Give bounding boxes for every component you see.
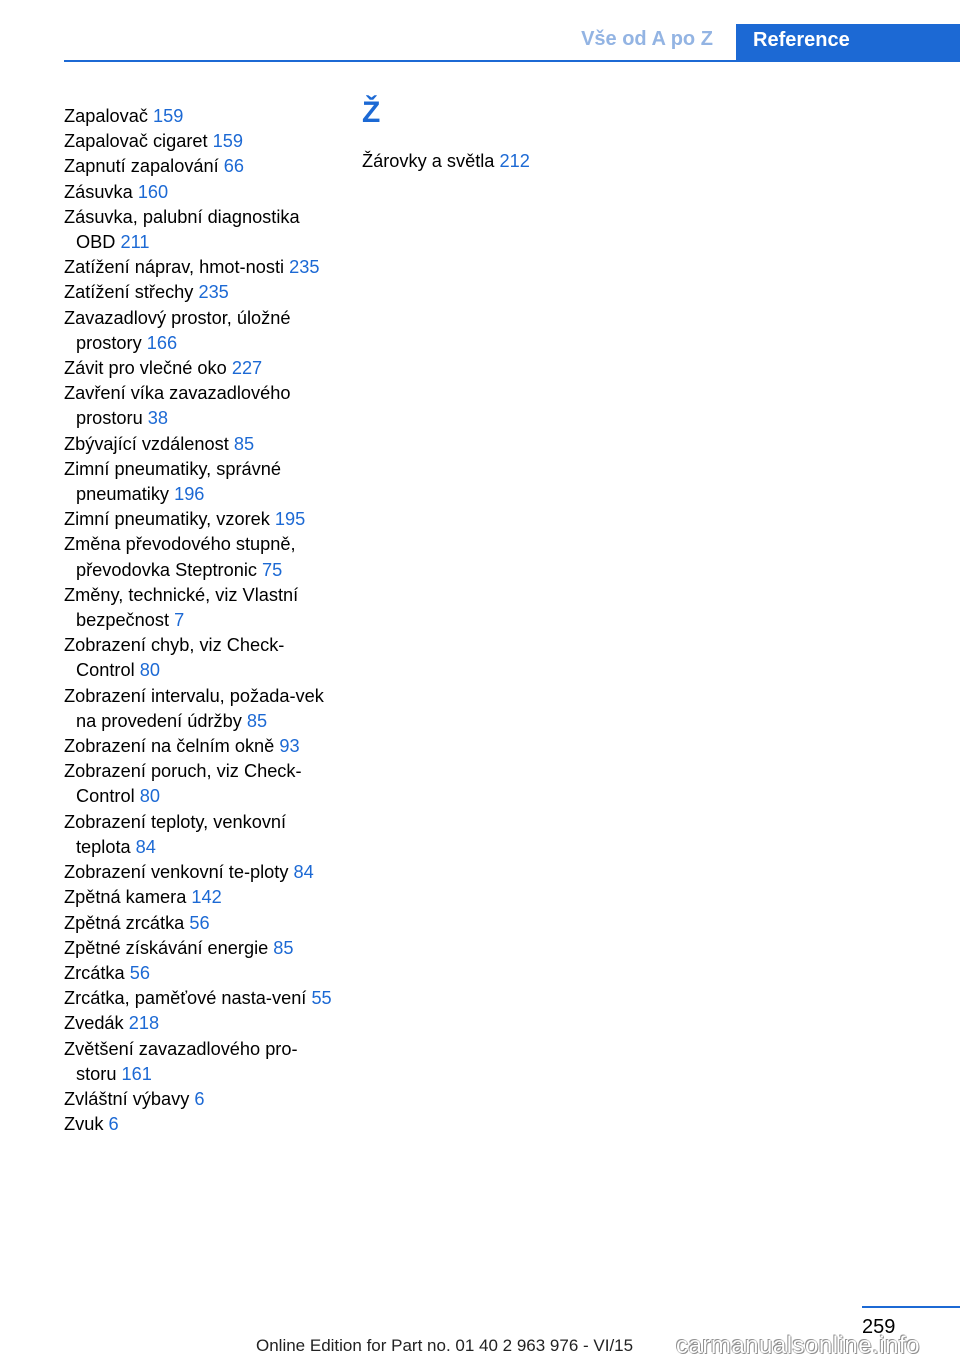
index-entry-term: Zapalovač [64,106,148,126]
index-entry-term: Zpětná zrcátka [64,912,185,933]
index-entry-term: Zobrazení teploty, venkovní teplota [64,811,287,857]
index-entry-term: Zobrazení intervalu, požada‐vek na provedení údržby [64,685,324,731]
index-entry-page-link[interactable]: 85 [246,710,268,731]
index-entry-page-link[interactable]: 55 [311,988,332,1009]
index-entry [64,306,336,356]
index-entry-page-link[interactable]: 38 [147,408,169,429]
index-entry [64,911,336,936]
index-entry-term: Zimní pneumatiky, vzorek [64,509,270,530]
index-entry [64,507,336,532]
index-entry [64,180,336,205]
index-entry [362,149,662,174]
index-entry-term: Zavření víka zavazadlového prostoru [64,383,291,429]
header-tab [736,24,960,62]
index-entry [64,129,336,154]
index-entry-page-link[interactable]: 75 [262,559,283,580]
index-entry-page-link[interactable]: 93 [279,736,300,757]
index-entry [64,684,336,734]
index-entry-term: Zobrazení poruch, viz Check-Control [64,761,302,807]
index-entry-page-link[interactable]: 66 [223,156,244,177]
index-entry [64,154,336,179]
index-entry-page-link[interactable]: 84 [293,862,314,883]
index-entry-page-link[interactable]: 218 [128,1013,160,1034]
index-entry-term: Zapalovač cigaret [64,131,208,152]
index-entry [64,1037,336,1087]
index-entry [64,1011,336,1036]
index-entry-term: Zatížení náprav, hmot‐nosti [64,257,285,278]
header-divider [64,60,960,62]
index-entry-page-link[interactable]: 80 [139,660,160,681]
index-letter-heading: Ž [362,96,381,129]
index-entry [64,381,336,431]
index-entry-term: Zvětšení zavazadlového pro‐storu [64,1038,298,1084]
index-entry [64,734,336,759]
index-entry-term: Zvedák [64,1013,124,1034]
index-entry-page-link[interactable]: 56 [129,962,150,983]
index-entry-page-link[interactable]: 6 [108,1114,119,1135]
index-entry-page-link[interactable]: 166 [146,332,178,353]
index-entry-page-link[interactable]: 84 [135,836,156,857]
edition-note: Online Edition for Part no. 01 40 2 963 976 - VI/15 [256,1336,634,1355]
index-entry-page-link[interactable]: 80 [139,786,160,807]
index-column-right [362,96,662,174]
index-entry-page-link[interactable]: 227 [231,358,263,379]
index-entry-term: Zobrazení chyb, viz Check-Control [64,635,285,681]
index-entry [64,205,336,255]
index-entry-page-link[interactable]: 142 [191,887,222,908]
header-tab-label: Reference [753,29,850,51]
index-column-left [64,104,336,1137]
index-entry-term: Změny, technické, viz Vlastní bezpečnost [64,584,299,631]
index-entry-term: Zpětné získávání energie [64,937,269,958]
index-entry-page-link[interactable]: 85 [233,433,255,454]
index-entry-term: Změna převodového stupně, převodovka Steptronic [64,534,296,580]
index-entry [64,255,336,280]
index-entry-page-link[interactable]: 6 [194,1088,205,1109]
index-entry-term: Zvuk [64,1114,104,1135]
header-section-title: Vše od A po Z [581,28,713,50]
index-entry [64,986,336,1011]
page-number: 259 [862,1316,896,1338]
index-entry-term: Zobrazení na čelním okně [64,736,275,757]
index-entry-page-link[interactable]: 235 [198,282,229,303]
index-entry [64,280,336,305]
index-entry-page-link[interactable]: 195 [274,509,306,530]
index-entry-term: Závit pro vlečné oko [64,358,227,379]
index-entry-page-link[interactable]: 7 [174,610,185,631]
index-entry [64,810,336,860]
index-entry-term: Zpětná kamera [64,887,187,908]
index-entry [64,1087,336,1112]
index-entry-term: Zbývající vzdálenost [64,433,229,454]
index-entry-term: Zrcátka, paměťové nasta‐vení [64,988,307,1009]
index-entry [64,633,336,683]
index-entry-term: Zavazadlový prostor, úložné prostory [64,307,291,353]
index-entry [64,457,336,507]
index-entry [64,432,336,457]
index-entry [64,532,336,582]
index-entry [64,759,336,809]
index-entry-term: Zimní pneumatiky, správné pneumatiky [64,458,281,505]
index-entry-term: Zatížení střechy [64,282,194,303]
index-entry-term: Zapnutí zapalování [64,156,219,177]
index-entry-term: Zvláštní výbavy [64,1088,190,1109]
watermark: carmanualsonline.info [676,1332,920,1359]
index-entry [64,936,336,961]
index-entry-page-link[interactable]: 196 [174,484,205,505]
index-entry-page-link[interactable]: 85 [273,937,294,958]
index-entry-term: Žárovky a světla [362,151,495,171]
index-entry [64,860,336,885]
index-entry-page-link[interactable]: 160 [137,181,169,202]
index-entry [64,104,336,129]
index-entry-page-link[interactable]: 159 [212,131,243,152]
index-entry [64,961,336,986]
index-entry-page-link[interactable]: 161 [121,1063,152,1084]
index-entry-page-link[interactable]: 212 [499,151,530,171]
footer-divider [862,1306,960,1308]
index-entry [64,356,336,381]
index-entry-page-link[interactable]: 235 [289,257,320,278]
index-entry-term: Zásuvka [64,181,133,202]
index-entry [64,885,336,910]
index-entry [64,1112,336,1137]
index-entry-term: Zrcátka [64,962,125,983]
index-entry-term: Zásuvka, palubní diagnostika OBD [64,206,300,253]
index-entry [64,583,336,633]
index-entry-page-link[interactable]: 159 [152,106,184,126]
index-entry-term: Zobrazení venkovní te‐ploty [64,862,289,883]
index-entry-page-link[interactable]: 56 [189,912,210,933]
index-entry-page-link[interactable]: 211 [120,232,150,253]
